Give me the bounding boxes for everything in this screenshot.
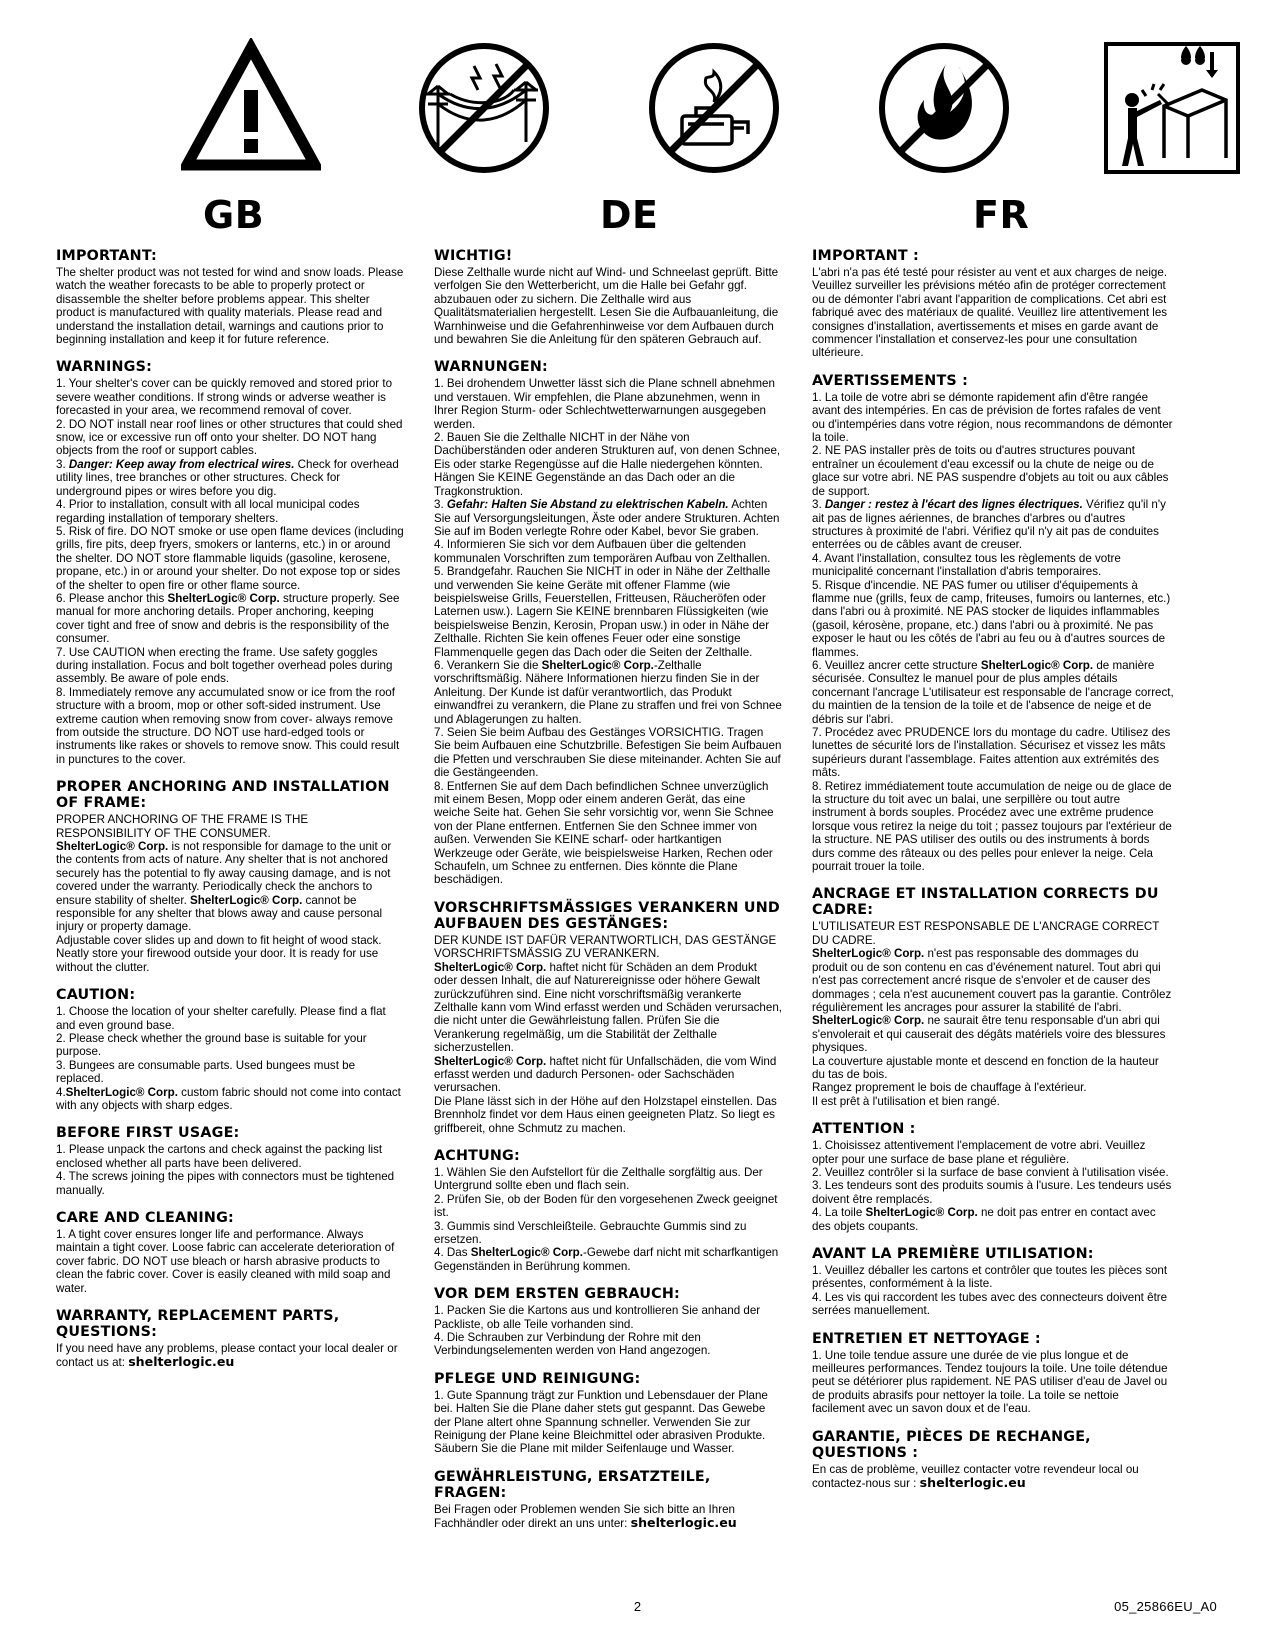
column-fr [812, 248, 1174, 1503]
fr-warnings-section [812, 373, 1174, 874]
gb-warranty-section [56, 1308, 404, 1370]
de-anchoring-brand-1: ShelterLogic® Corp. [434, 960, 547, 974]
safety-icon-band [56, 38, 1219, 178]
de-warning-item-6 [434, 659, 782, 726]
column-de [434, 248, 782, 1544]
gb-warning-item: 7. Use CAUTION when erecting the frame. Use safety goggles during installation. Focus and bolt together overhead poles during assembly. Be aware of pole ends. [56, 645, 393, 686]
fr-warning-item: 2. NE PAS installer près de toits ou d'autres structures pouvant entraîner un écoulement d'eau excessif ou la chute de neige ou de glace sur votre abri. NE PAS suspendre d'objets au toit ou aux câbles de support. [812, 444, 1169, 498]
gb-warning-3-rest: Check for overhead utility lines, tree branches or other structures. Check for underground pipes or wires before you dig. [56, 457, 399, 498]
fr-anchoring-intro: L'UTILISATEUR EST RESPONSABLE DE L'ANCRAGE CORRECT DU CADRE. [812, 920, 1160, 947]
gb-warning-item: 1. Your shelter's cover can be quickly removed and stored prior to severe weather conditions. If strong winds or adverse weather is forecasted in your area, we recommend removal of cover. [56, 377, 393, 418]
de-before-usage-item: 1. Packen Sie die Kartons aus und kontrollieren Sie anhand der Packliste, ob alle Teile vorhanden sind. [434, 1304, 761, 1331]
warning-triangle-icon [181, 38, 321, 178]
de-caution-4-brand: ShelterLogic® Corp. [470, 1246, 583, 1260]
gb-warranty-body: If you need have any problems, please contact your local dealer or contact us at: [56, 1342, 398, 1370]
gb-anchoring-heading: PROPER ANCHORING AND INSTALLATION OF FRAME: [56, 779, 390, 812]
fr-anchoring-p1 [812, 947, 1174, 1054]
page-number: 2 [633, 1599, 642, 1614]
fr-anchoring-p1-rest: n'est pas responsable des dommages du produit ou de son contenu en cas d'événement naturel. Tout abri qui n'est pas correctement ancré risque de s'envoler et de causer des dommages ; cela n'est aucunement couvert pas la garantie. Contrôlez régulièrement les ancrages pour assurer la stabilité de l'abri. [812, 947, 1172, 1014]
de-anchoring-p2: Die Plane lässt sich in der Höhe auf den Holzstapel einstellen. Das Brennholz findet vor dem Haus einen geeigneten Platz. So liegt es griffbereit, ohne Schmutz zu machen. [434, 1094, 777, 1135]
column-gb [56, 248, 404, 1383]
de-important-text: Diese Zelthalle wurde nicht auf Wind- und Schneelast geprüft. Bitte verfolgen Sie den Wetterbericht, um die Halle bei Gefahr ggf. abzubauen oder zu sichern. Die Zelthalle wird aus Qualitätsmaterialien hergestellt. Lesen Sie die Aufbauanleitung, die Warnhinweise und die Gefahrenhinweise vor dem Aufbauen durch und bewahren Sie die Anleitung für den späteren Gebrauch auf. [434, 266, 779, 347]
fr-important-section [812, 248, 1174, 360]
gb-caution-4-brand: ShelterLogic® Corp. [65, 1085, 178, 1099]
gb-anchoring-p1-rest2: cannot be responsible for any shelter that blows away and cause personal injury or property damage. [56, 893, 383, 934]
de-warranty-body: Bei Fragen oder Problemen wenden Sie sich bitte an Ihren Fachhändler oder direkt an uns unter: [434, 1502, 735, 1531]
gb-caution-4-prefix: 4. [56, 1085, 66, 1099]
de-anchoring-heading: VORSCHRIFTSMÄSSIGES VERANKERN UND AUFBAUEN DES GESTÄNGES: [434, 899, 780, 932]
fr-warranty-section [812, 1429, 1174, 1491]
fr-anchoring-p1-rest2: ne saurait être tenu responsable d'un abri qui s'envolerait et qui causerait des dégâts matériels voire des blessures physiques. [812, 1014, 1166, 1055]
de-anchoring-p1b [434, 1055, 782, 1095]
fr-caution-4-brand: ShelterLogic® Corp. [865, 1206, 978, 1220]
gb-care-section [56, 1210, 404, 1295]
fr-warning-item: 4. Avant l'installation, consultez tous les règlements de votre municipalité concernant l'installation d'abris temporaires. [812, 551, 1121, 579]
de-caution-4-prefix: 4. Das [434, 1246, 471, 1260]
gb-before-usage-heading: BEFORE FIRST USAGE: [56, 1125, 240, 1142]
fr-before-usage-section [812, 1246, 1174, 1318]
gb-warning-item-6 [56, 592, 404, 646]
fr-caution-item: 3. Les tendeurs sont des produits soumis à l'usure. Les tendeurs usés doivent être remplacés. [812, 1179, 1172, 1206]
de-warranty-text [434, 1503, 782, 1531]
de-anchoring-intro: DER KUNDE IST DAFÜR VERANTWORTLICH, DAS GESTÄNGE VORSCHRIFTSMÄSSIG ZU VERANKERN. [434, 933, 777, 961]
fr-anchoring-brand-2: ShelterLogic® Corp. [812, 1014, 925, 1028]
fr-anchoring-p4: Il est prêt à l'utilisation et bien rangé. [812, 1094, 1000, 1108]
fr-caution-heading: ATTENTION : [812, 1121, 916, 1138]
gb-warning-6-prefix: 6. Please anchor this [56, 591, 168, 605]
de-care-heading: PFLEGE UND REINIGUNG: [434, 1370, 641, 1387]
fr-warning-item: 8. Retirez immédiatement toute accumulation de neige ou de glace de la structure du toit avec un balai, une serpillère ou tout autre instrument à bords souples. Procédez avec une extrême prudence lorsque vous retirez la neige du toit ; passez toujours par l'extérieur de la structure. NE PAS utiliser des outils ou des instruments à bords durs comme des râteaux ou des pelles pour enlever la neige. Cela pourrait trouer la toile. [812, 779, 1172, 874]
de-important-section [434, 248, 782, 346]
gb-anchoring-p1 [56, 840, 404, 934]
gb-before-usage-item: 4. The screws joining the pipes with connectors must be tightened manually. [56, 1170, 395, 1197]
de-before-usage-item: 4. Die Schrauben zur Verbindung der Rohre mit den Verbindungselementen werden von Hand angezogen. [434, 1331, 711, 1358]
fr-warning-6-rest: de manière sécurisée. Consultez le manuel pour de plus amples détails concernant l'ancrage L'utilisateur est responsable de l'ancrage correct, du maintien de la tension de la toile et de l'absence de neige et de débris sur l'abri. [812, 658, 1174, 726]
de-warning-item: 2. Bauen Sie die Zelthalle NICHT in der Nähe von Dachüberständen oder anderen Strukturen auf, von denen Schnee, Eis oder starke Regengüsse auf die Halle niedergehen könnten. Hängen Sie KEINE Gegenstände an das Dach oder an die Tragkonstruktion. [434, 431, 781, 498]
gb-caution-item: 1. Choose the location of your shelter carefully. Please find a flat and even ground base. [56, 1005, 386, 1032]
fr-care-section [812, 1331, 1174, 1416]
gb-before-usage-item: 1. Please unpack the cartons and check against the packing list enclosed whether all parts have been delivered. [56, 1143, 383, 1170]
fr-warning-6-prefix: 6. Veuillez ancrer cette structure [812, 658, 981, 672]
de-anchoring-p1-rest: haftet nicht für Schäden an dem Produkt oder dessen Inhalt, die auf Naturereignisse oder höhere Gewalt zurückzuführen sind. Eine nicht vorschriftsmäßig verankerte Zelthalle kann vom Wind erfasst werden und Schäden verursachen, die nicht unter die Gewährleistung fallen. Prüfen Sie die Verankerung regelmäßig, um die Stabilität der Zelthalle sicherzustellen. [434, 960, 782, 1055]
de-warning-6-rest: -Zelthalle vorschriftsmäßig. Nähere Informationen hierzu finden Sie in der Anleitung. Der Kunde ist dafür verantwortlich, das Produkt einwandfrei zu verankern, die Plane zu straffen und frei von Schnee und Ablagerungen zu halten. [434, 658, 782, 726]
fr-warranty-heading: GARANTIE, PIÈCES DE RECHANGE, QUESTIONS : [812, 1428, 1091, 1461]
document-code: 05_25866EU_A0 [1114, 1599, 1217, 1614]
de-warnings-section [434, 359, 782, 886]
fr-warning-6-brand: ShelterLogic® Corp. [980, 658, 1094, 672]
gb-important-section [56, 248, 404, 346]
de-warning-6-brand: ShelterLogic® Corp. [541, 658, 654, 672]
de-warranty-website[interactable]: shelterlogic.eu [630, 1515, 737, 1531]
language-heading-fr: FR [973, 193, 1030, 237]
no-open-flame-icon [874, 38, 1014, 178]
fr-anchoring-p2: La couverture ajustable monte et descend en fonction de la hauteur du tas de bois. [812, 1054, 1159, 1081]
de-caution-heading: ACHTUNG: [434, 1147, 520, 1164]
fr-warning-3-prefix: 3. [812, 498, 825, 512]
fr-caution-4-prefix: 4. La toile [812, 1206, 866, 1220]
gb-warning-item: 8. Immediately remove any accumulated snow or ice from the roof structure with a broom, mop or other soft-sided instrument. Use extreme caution when removing snow from cover- always remove from outside the structure. DO NOT use hard-edged tools or instruments like rakes or shovels to remove snow. This could result in punctures to the cover. [56, 685, 400, 766]
de-care-section [434, 1371, 782, 1456]
gb-warning-item: 5. Risk of fire. DO NOT smoke or use open flame devices (including grills, fire pits, deep fryers, smokers or lanterns, etc.) in or around the shelter. DO NOT store flammable liquids (gasoline, kerosene, propane, etc.) in or around your shelter. Do not expose top or sides of the shelter to open fire or other flame source. [56, 524, 404, 592]
fr-before-usage-item: 1. Veuillez déballer les cartons et contrôler que toutes les pièces sont présentes, conformément à la liste. [812, 1264, 1168, 1291]
gb-care-heading: CARE AND CLEANING: [56, 1209, 234, 1226]
gb-warranty-text [56, 1342, 404, 1370]
de-warning-item: 1. Bei drohendem Unwetter lässt sich die Plane schnell abnehmen und verstauen. Wir empfehlen, die Plane abzunehmen, wenn in Ihrer Region Sturm- oder Schlechtwetterwarnungen ausgegeben werden. [434, 377, 775, 431]
language-heading-de: DE [600, 193, 659, 237]
gb-anchoring-brand-2: ShelterLogic® Corp. [190, 893, 303, 907]
de-caution-item: 3. Gummis sind Verschleißteile. Gebrauchte Gummis sind zu ersetzen. [434, 1219, 747, 1246]
gb-anchoring-p2: Adjustable cover slides up and down to fit height of wood stack. Neatly store your firewood outside your door. It is ready for use without the clutter. [56, 933, 382, 974]
de-anchoring-section [434, 900, 782, 1135]
fr-warning-item-3 [812, 498, 1174, 552]
gb-warning-item: 2. DO NOT install near roof lines or other structures that could shed snow, ice or excessive run off onto your shelter. DO NOT hang objects from the roof or support cables. [56, 417, 403, 458]
de-warranty-heading: GEWÄHRLEISTUNG, ERSATZTEILE, FRAGEN: [434, 1468, 711, 1501]
fr-warnings-heading: AVERTISSEMENTS : [812, 372, 968, 389]
fr-warning-3-bold: Danger : restez à l'écart des lignes électriques. [824, 498, 1083, 512]
gb-caution-4-rest: custom fabric should not come into contact with any objects with sharp edges. [56, 1085, 401, 1112]
fr-care-text: 1. Une toile tendue assure une durée de vie plus longue et de meilleures performances. Tendez toujours la toile. Une toile détendue peut se détériorer plus rapidement. NE PAS utiliser d'eau de Javel ou de produits abrasifs pour nettoyer la toile. La toile se nettoie facilement avec un savon doux et de l'eau. [812, 1348, 1168, 1416]
gb-warnings-section [56, 359, 404, 766]
fr-anchoring-section [812, 886, 1174, 1108]
fr-care-heading: ENTRETIEN ET NETTOYAGE : [812, 1330, 1041, 1347]
de-warning-3-prefix: 3. [434, 498, 447, 512]
de-warning-3-rest: Achten Sie auf Versorgungsleitungen, Äste oder andere Strukturen. Achten Sie auf im Boden verlegte Rohre oder Kabel, bevor Sie graben. [434, 498, 780, 538]
gb-warning-item: 4. Prior to installation, consult with all local municipal codes regarding installation of temporary shelters. [56, 498, 360, 525]
fr-important-heading: IMPORTANT : [812, 248, 919, 264]
gb-care-text: 1. A tight cover ensures longer life and performance. Always maintain a tight cover. Loose fabric can accelerate deterioration of cover fabric. DO NOT use bleach or harsh abrasive products to clean the fabric cover. Cover is easily cleaned with mild soap and water. [56, 1227, 395, 1295]
de-warning-6-prefix: 6. Verankern Sie die [434, 658, 542, 672]
de-warning-3-bold: Gefahr: Halten Sie Abstand zu elektrischen Kabeln. [446, 498, 729, 512]
de-caution-item: 1. Wählen Sie den Aufstellort für die Zelthalle sorgfältig aus. Der Untergrund sollte eben und flach sein. [434, 1165, 763, 1193]
fr-anchoring-heading: ANCRAGE ET INSTALLATION CORRECTS DU CADRE: [812, 886, 1159, 919]
remove-snow-icon [1102, 38, 1242, 178]
gb-before-usage-section [56, 1125, 404, 1197]
fr-anchoring-p3: Rangez proprement le bois de chauffage à l'extérieur. [812, 1081, 1087, 1095]
de-caution-4-rest: -Gewebe darf nicht mit scharfkantigen Gegenständen in Berührung kommen. [434, 1246, 779, 1273]
fr-warranty-text [812, 1463, 1174, 1491]
gb-warning-3-bold: Danger: Keep away from electrical wires. [68, 457, 295, 471]
fr-before-usage-item: 4. Les vis qui raccordent les tubes avec des connecteurs doivent être serrées manuellement. [812, 1290, 1168, 1318]
de-warning-item: 7. Seien Sie beim Aufbau des Gestänges VORSICHTIG. Tragen Sie beim Aufbauen eine Schutzbrille. Befestigen Sie beim Aufbauen die Pfetten und verschrauben Sie diese miteinander. Achten Sie auf die Gestängeenden. [434, 726, 782, 780]
gb-caution-item-4 [56, 1086, 404, 1113]
fr-warning-item: 1. La toile de votre abri se démonte rapidement afin d'être rangée avant des intempéries. En cas de prévision de fortes rafales de vent ou d'intempéries dans votre région, nous recommandons de démonter la toile. [812, 390, 1173, 445]
gb-warning-item-3 [56, 458, 404, 498]
gb-caution-item: 2. Please check whether the ground base is suitable for your purpose. [56, 1031, 367, 1059]
gb-important-text: The shelter product was not tested for wind and snow loads. Please watch the weather forecasts to be able to properly protect or disassemble the shelter before problems appear. This shelter product is manufactured with quality materials. Please read and understand the installation detail, warnings and cautions prior to beginning installation and keep it for future reference. [56, 266, 404, 347]
de-warning-item-3 [434, 498, 782, 538]
fr-warranty-website[interactable]: shelterlogic.eu [919, 1475, 1026, 1491]
fr-warning-item: 5. Risque d'incendie. NE PAS fumer ou utiliser d'équipements à flamme nue (grills, feux de camp, friteuses, fumoirs ou lanternes, etc.) dans l'abri ou à proximité. NE PAS stocker de liquides inflammables (gasoil, kérosène, propane, etc.) dans l'abri ou à proximité. Ne pas exposer le haut ou les côtés de l'abri au feu ou à d'autres sources de flammes. [812, 578, 1171, 659]
fr-caution-4-rest: ne doit pas entrer en contact avec des objets coupants. [812, 1206, 1156, 1233]
gb-anchoring-section [56, 779, 404, 974]
de-care-text: 1. Gute Spannung trägt zur Funktion und Lebensdauer der Plane bei. Halten Sie die Plane daher stets gut gespannt. Das Gewebe der Plane altert ohne Spannung schneller. Verwenden Sie zur Reinigung der Plane keine Bleichmittel oder abrasiven Produkte. Säubern Sie die Plane mit milder Seifenlauge und Wasser. [434, 1388, 768, 1456]
gb-warnings-heading: WARNINGS: [56, 359, 153, 376]
no-power-lines-icon [414, 38, 554, 178]
de-before-usage-section [434, 1286, 782, 1358]
de-warnings-heading: WARNUNGEN: [434, 359, 548, 376]
de-warranty-section [434, 1469, 782, 1531]
fr-caution-item-4 [812, 1206, 1174, 1233]
gb-warranty-heading: WARRANTY, REPLACEMENT PARTS, QUESTIONS: [56, 1308, 340, 1340]
de-anchoring-p1 [434, 961, 782, 1055]
fr-caution-section [812, 1121, 1174, 1233]
de-warning-item: 4. Informieren Sie sich vor dem Aufbauen über die geltenden kommunalen Vorschriften zum temporären Aufbau von Zelthallen. [434, 538, 771, 565]
gb-warning-3-prefix: 3. [56, 457, 69, 471]
gb-warning-6-brand: ShelterLogic® Corp. [167, 591, 280, 605]
de-before-usage-heading: VOR DEM ERSTEN GEBRAUCH: [434, 1286, 680, 1303]
de-warning-item: 5. Brandgefahr. Rauchen Sie NICHT in oder in Nähe der Zelthalle und verwenden Sie keine Geräte mit offener Flamme (wie beispielsweise Grills, Feuerstellen, Fritteusen, Räucheröfen oder Laternen usw.). Lagern Sie KEINE brennbaren Flüssigkeiten (wie beispielsweise Benzin, Kerosin, Propan usw.) in oder in Nähe der Zelthalle. Richten Sie kein offenes Feuer oder eine sonstige Flammenquelle gegen das Dach oder die Seiten der Zelthalle. [434, 565, 771, 659]
fr-warning-item-6 [812, 659, 1174, 726]
fr-warning-item: 7. Procédez avec PRUDENCE lors du montage du cadre. Utilisez des lunettes de sécurité lors de l'installation. Sécurisez et vissez les mâts supérieurs durant l'assemblage. Faites attention aux extrémités des mâts. [812, 726, 1171, 780]
gb-caution-item: 3. Bungees are consumable parts. Used bungees must be replaced. [56, 1058, 356, 1086]
de-caution-section [434, 1148, 782, 1273]
fr-caution-item: 2. Veuillez contrôler si la surface de base convient à l'utilisation visée. [812, 1165, 1169, 1179]
gb-important-heading: IMPORTANT: [56, 248, 157, 264]
fr-anchoring-brand-1: ShelterLogic® Corp. [812, 947, 925, 961]
gb-caution-section [56, 987, 404, 1112]
language-heading-gb: GB [203, 193, 265, 237]
de-anchoring-brand-2: ShelterLogic® Corp. [434, 1054, 547, 1068]
de-caution-item: 2. Prüfen Sie, ob der Boden für den vorgesehenen Zweck geeignet ist. [434, 1192, 778, 1220]
gb-warning-6-rest: structure properly. See manual for more anchoring details. Proper anchoring, keeping cover tight and free of snow and debris is the responsibility of the consumer. [56, 591, 400, 646]
no-flammable-liquids-icon [644, 38, 784, 178]
fr-important-text: L'abri n'a pas été testé pour résister au vent et aux charges de neige. Veuillez surveiller les prévisions météo afin de protéger correctement ou de démonter l'abri avant l'apparition de complications. Cet abri est fabriqué avec des matériaux de qualité. Veuillez lire attentivement les consignes d'installation, avertissements et mises en garde avant de commencer l'installation et conservez-les pour une consultation ultérieure. [812, 266, 1168, 360]
de-important-heading: WICHTIG! [434, 248, 513, 264]
gb-caution-heading: CAUTION: [56, 987, 136, 1004]
gb-anchoring-p1-rest: is not responsible for damage to the unit or the contents from acts of nature. Any shelter that is not anchored securely has the potential to fly away causing damage, and is not covered under the warranty. Periodically check the anchors to ensure stability of shelter. [56, 840, 392, 907]
fr-before-usage-heading: AVANT LA PREMIÈRE UTILISATION: [812, 1246, 1094, 1262]
gb-warranty-website[interactable]: shelterlogic.eu [128, 1354, 235, 1370]
fr-warranty-body: En cas de problème, veuillez contacter votre revendeur local ou contactez-nous sur : [812, 1462, 1139, 1491]
language-headings [0, 193, 1275, 241]
fr-warning-3-rest: Vérifiez qu'il n'y ait pas de lignes aériennes, de branches d'arbres ou d'autres structures à proximité de l'abri. Vérifiez qu'il n'y ait pas de conduites enterrées ou de câbles avant de creuser. [812, 498, 1166, 552]
de-warning-item: 8. Entfernen Sie auf dem Dach befindlichen Schnee unverzüglich mit einem Besen, Mopp oder einem anderen Gerät, das eine weiche Seite hat. Gehen Sie sehr vorsichtig vor, wenn Sie Schnee von der Plane entfernen. Entfernen Sie den Schnee immer von außen. Verwenden Sie KEINE scharf- oder hartkantigen Werkzeuge oder Geräte, wie beispielsweise Harken, Rechen oder Schaufeln, um Schnee zu entfernen. Dies könnte die Plane beschädigen. [434, 779, 774, 887]
fr-caution-item: 1. Choisissez attentivement l'emplacement de votre abri. Veuillez opter pour une surface de base plane et régulière. [812, 1139, 1146, 1166]
de-caution-item-4 [434, 1246, 782, 1273]
gb-anchoring-brand-1: ShelterLogic® Corp. [56, 840, 169, 854]
gb-anchoring-intro: PROPER ANCHORING OF THE FRAME IS THE RESPONSIBILITY OF THE CONSUMER. [56, 813, 309, 840]
de-anchoring-p1-rest2: haftet nicht für Unfallschäden, die vom Wind erfasst werden und dadurch Personen- oder Sachschäden verursachen. [434, 1054, 777, 1095]
